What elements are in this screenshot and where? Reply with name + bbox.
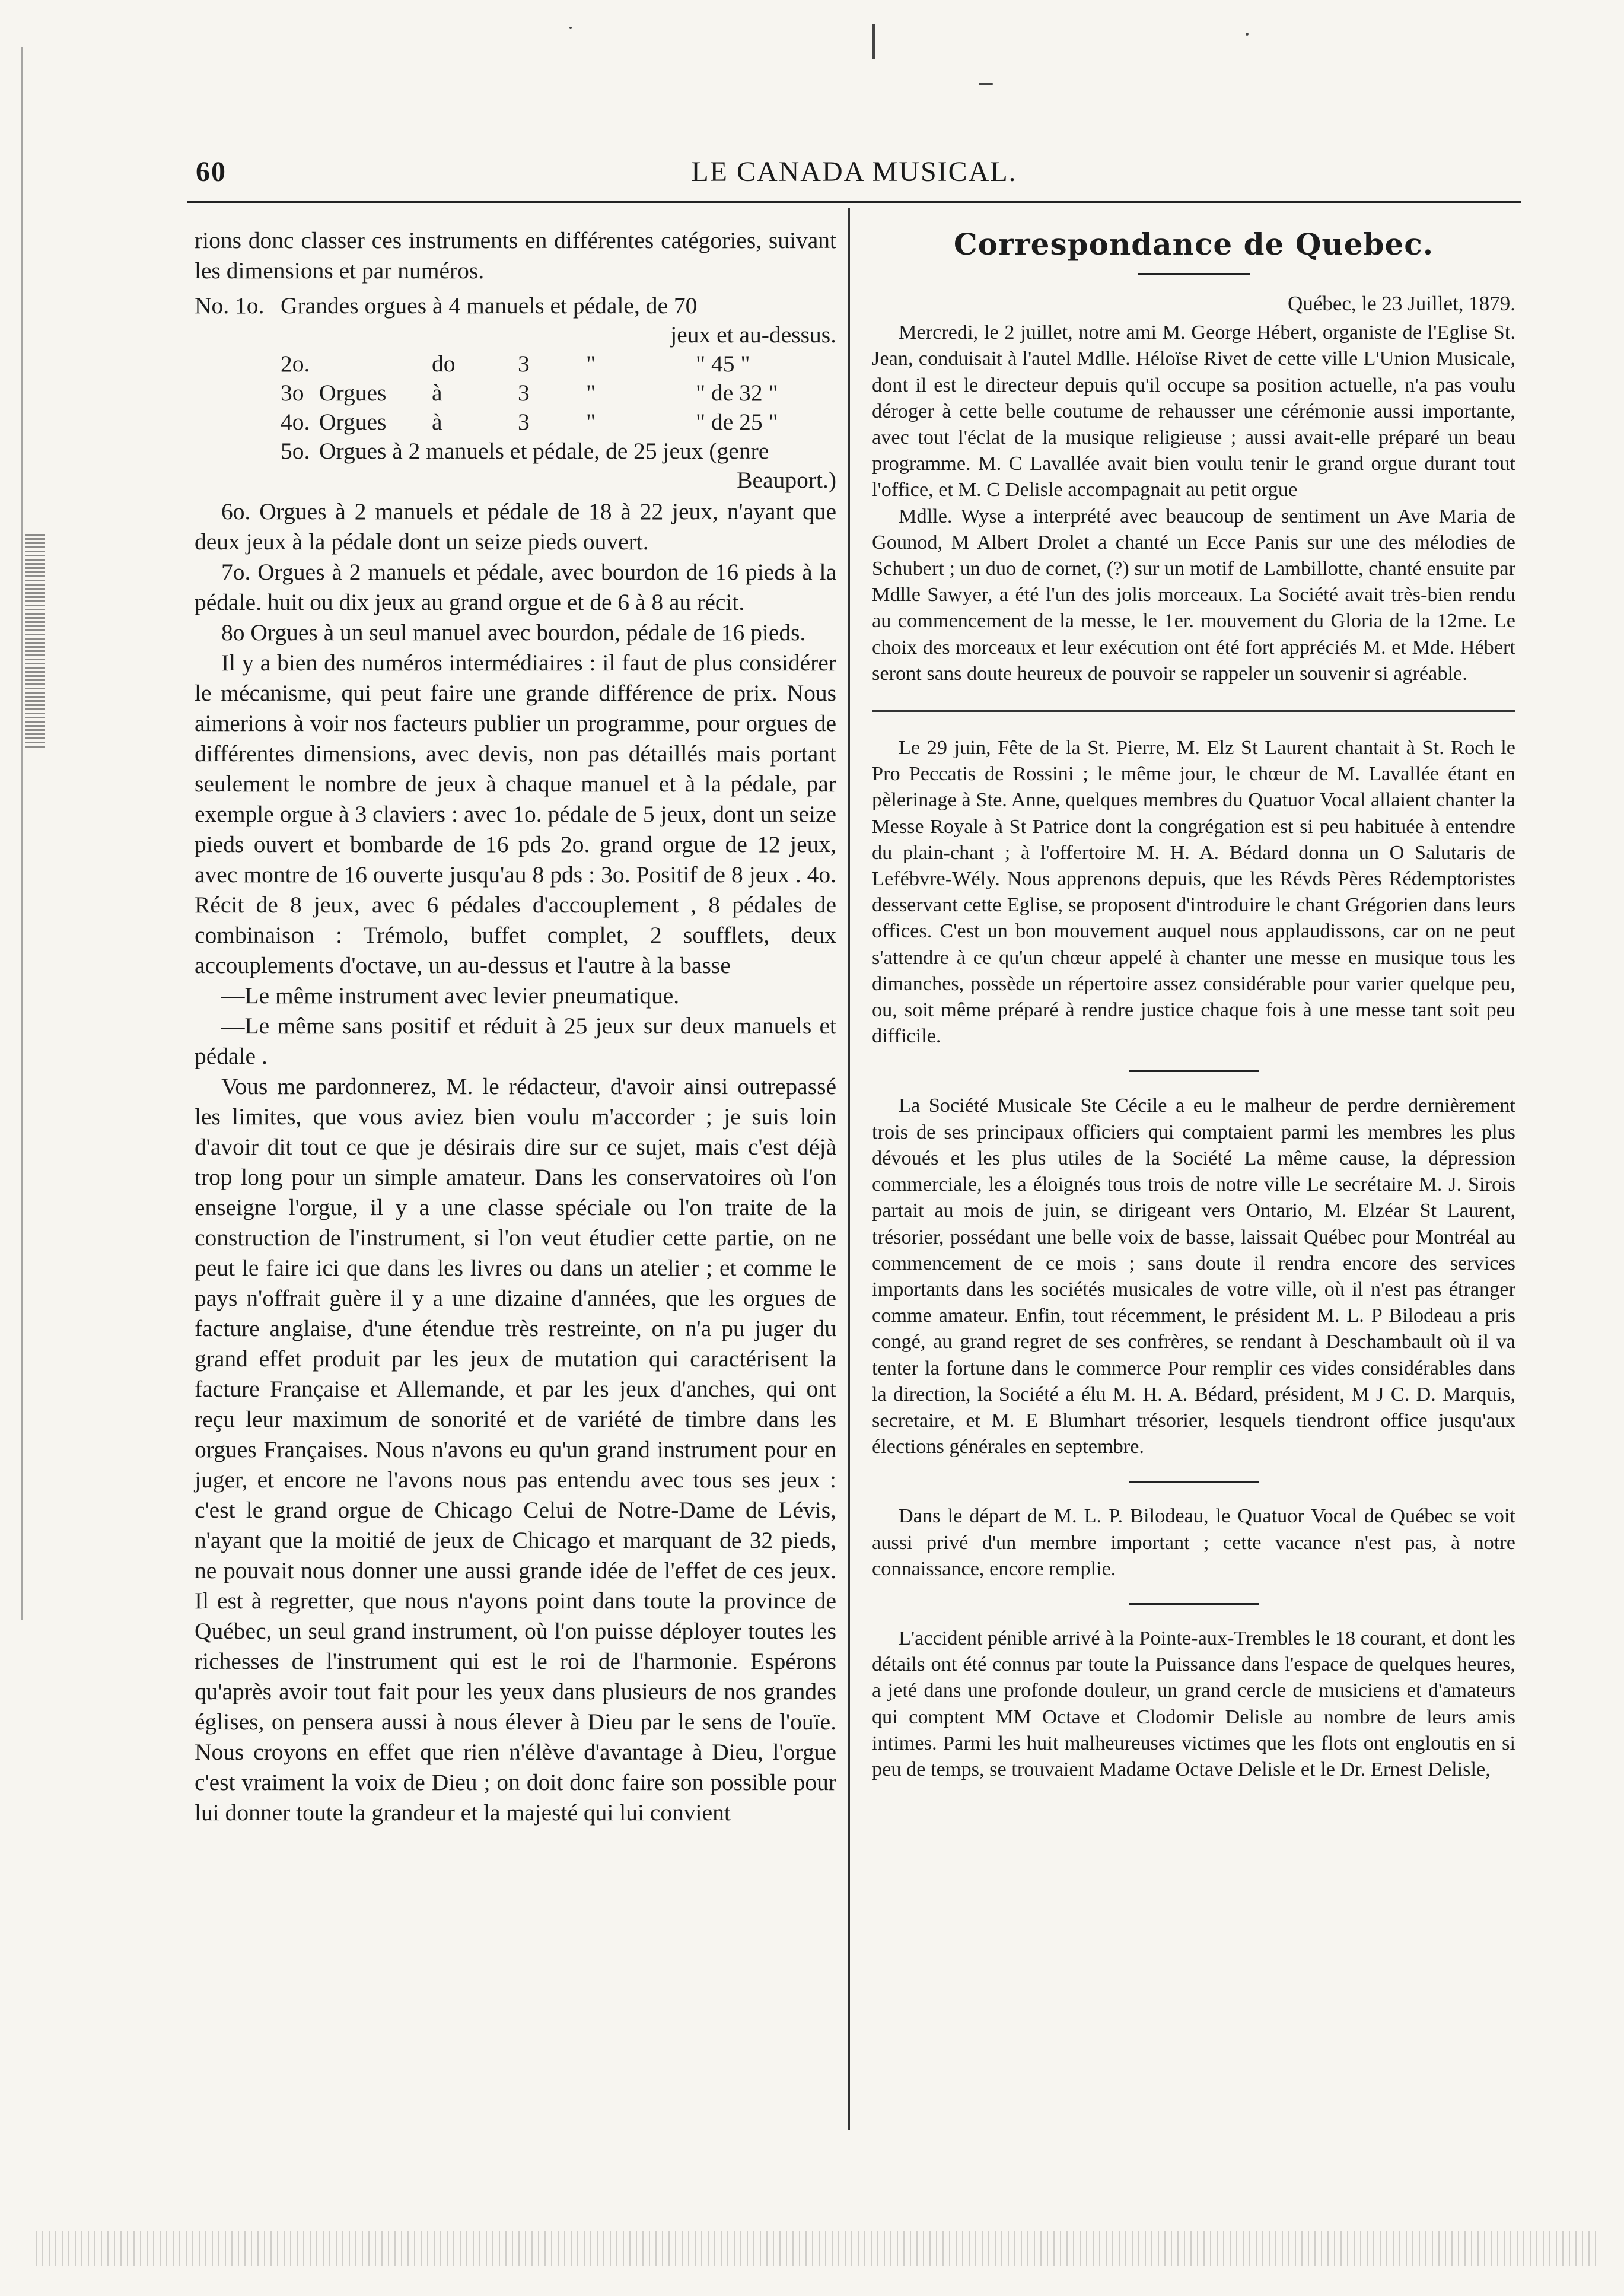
item-manuals: 3	[518, 380, 530, 406]
item-stops: " 45 "	[696, 351, 750, 377]
item-number: 2o.	[281, 351, 310, 377]
item-number: 5o.	[281, 438, 310, 464]
reduced-instrument-line: —Le même sans positif et réduit à 25 jeux sur deux manuels et pédale .	[195, 1013, 836, 1069]
item-stops: " de 32 "	[696, 380, 778, 406]
organ-category-5	[195, 436, 836, 465]
scan-speck	[569, 27, 572, 29]
scan-speck	[872, 24, 875, 59]
category-8-paragraph: 8o Orgues à un seul manuel avec bourdon, pédale de 16 pieds.	[221, 619, 806, 645]
page-number: 60	[196, 156, 227, 187]
organ-category-4	[195, 407, 836, 436]
item-text: à	[432, 409, 442, 435]
section-separator	[1129, 1603, 1259, 1605]
quatuor-paragraph: Dans le départ de M. L. P. Bilodeau, le Quatuor Vocal de Québec se voit aussi privé d'un membre important ; cette vacance n'est pas, à notre connaissance, encore remplie.	[872, 1505, 1515, 1580]
right-column	[872, 225, 1515, 1782]
ste-cecile-paragraph: La Société Musicale Ste Cécile a eu le malheur de perdre dernièrement trois de ses principaux officiers qui comptaient parmi les membres les plus dévoués et les plus utiles de la Société La même cause, la dépression commerciale, les a éloignés tous trois de notre ville Le secrétaire M. J. Sirois partait au mois de juin, se dirigeant vers Ontario, M. Elzéar St Laurent, trésorier, possédant une belle voix de basse, laissait Québec pour Montréal au commencement de ce mois ; sans doute il rendra encore des services importants dans les sociétés musicales de votre ville, où il n'est pas étranger comme amateur. Enfin, tout récemment, le président M. L. P Bilodeau a pris congé, au grand regret de ses confrères, se rendant à Deschambault où il va tenter la fortune dans le commerce Pour remplir ces vides considérables dans la direction, la Société a élu M. H. A. Bédard, président, M J C. D. Marquis, secretaire, et M. E Blumhart trésorier, lesquels tiendront office jusqu'aux élections générales en septembre.	[872, 1094, 1515, 1458]
item-number: No. 1o.	[195, 292, 265, 319]
item-continuation: Beauport.)	[737, 467, 836, 493]
item-ditto: do	[432, 351, 456, 377]
section-separator	[872, 710, 1515, 712]
category-6-paragraph: 6o. Orgues à 2 manuels et pédale de 18 à 22 jeux, n'ayant que deux jeux à la pédale dont un seize pieds ouvert.	[195, 498, 836, 555]
item-stops: " de 25 "	[696, 409, 778, 435]
organ-category-2	[195, 349, 836, 378]
organ-category-1-cont	[195, 320, 836, 349]
organ-category-1	[195, 291, 836, 320]
publication-title: LE CANADA MUSICAL.	[691, 156, 1017, 187]
program-paragraph: Mdlle. Wyse a interprété avec beaucoup de sentiment un Ave Maria de Gounod, M Albert Drolet a chanté un Ecce Panis sur une des mélodies de Schubert ; un duo de cornet, (?) sur un motif de Lambillotte, chanté ensuite par Mdlle Sawyer, a été l'un des jolis morceaux. La Société avait très-bien rendu au commencement de la messe, le 1er. mouvement du Gloria de la 12me. Le choix des morceaux et leur exécution ont été fort appréciés M. et Mde. Hébert seront sans doute heureux de pouvoir se rappeler un souvenir si agréable.	[872, 504, 1515, 685]
item-continuation: jeux et au-dessus.	[670, 322, 836, 348]
organ-category-5-cont	[195, 465, 836, 494]
organ-category-list	[195, 291, 836, 494]
st-pierre-paragraph: Le 29 juin, Fête de la St. Pierre, M. Elz St Laurent chantait à St. Roch le Pro Peccatis de Rossini ; le même jour, le chœur de M. Lavallée étant en pèlerinage à Ste. Anne, quelques membres du Quatuor Vocal allaient chanter la Messe Royale à St Patrice dont la congrégation est si peu habituée à entendre du plain-chant ; à l'offertoire M. H. A. Bédard donna un O Salutaris de Lefébvre-Wély. Nous apprenons depuis, que les Révds Pères Rédemptoristes desservant cette Eglise, se proposent d'introduire le chant Grégorien dans leurs offices. C'est un bon mouvement auquel nous applaudissons, car on ne peut s'attendre à ce qu'un chœur appelé à chanter une messe en musique tous les dimanches, possède un répertoire assez considérable pour varier quelque peu, ou, soit même préparé à rendre justice chaque fois à une messe tant soit peu difficile.	[872, 736, 1515, 1048]
accident-paragraph: L'accident pénible arrivé à la Pointe-aux-Trembles le 18 courant, et dont les détails ont été connus par toute la Puissance dans l'espace de quelques heures, a jeté dans une profonde douleur, un grand cercle de musiciens et d'amateurs qui comptent MM Octave et Clodomir Delisle au nombre de leurs amis intimes. Parmi les huit malheureuses victimes que les flots ont engloutis en si peu de temps, se trouvaient Madame Octave Delisle et le Dr. Ernest Delisle,	[872, 1626, 1515, 1780]
item-text: Grandes orgues à 4 manuels et pédale, de 70	[281, 292, 698, 319]
item-ditto: "	[586, 409, 596, 435]
closing-paragraph: Vous me pardonnerez, M. le rédacteur, d'avoir ainsi outrepassé les limites, que vous aviez bien voulu m'accorder ; je suis loin d'avoir dit tout ce que je désirais dire sur ce sujet, mais c'est déjà trop long pour un simple amateur. Dans les conservatoires où l'on enseigne l'orgue, il y a une classe spéciale ou l'on traite de la construction de l'instrument, si l'on veut étudier cette partie, on ne peut le faire ici que dans les livres ou dans un atelier ; et comme le pays n'offrait guère il y a une dizaine d'années, que les orgues de facture anglaise, d'une étendue très restreinte, on n'a pu juger du grand effet produit par les jeux de mutation qui caractérisent la facture Française et Allemande, et par les jeux d'anches, qui ont reçu leur maximum de sonorité et de variété de timbre dans les orgues Françaises. Nous n'avons eu qu'un grand instrument pour en juger, et encore ne l'avons nous pas entendu avec tous ses jeux : c'est le grand orgue de Chicago Celui de Notre-Dame de Lévis, n'ayant que la moitié de jeux de Chicago et marquant de 32 pieds, ne pouvait nous donner une aussi grande idée de l'effet de ces jeux. Il est à regretter, que nous n'ayons point dans toute la province de Québec, un seul grand instrument, où l'on puisse déployer toutes les richesses de l'instrument qui est le roi de l'harmonie. Espérons qu'après avoir tout fait pour les yeux dans plusieurs de nos grandes églises, on pensera aussi à nous élever à Dieu par le sens de l'ouïe. Nous croyons en effet que rien n'élève d'avantage à Dieu, l'orgue c'est vraiment la voix de Dieu ; on doit donc faire son possible pour lui donner toute la grandeur et la majesté qui lui convient	[195, 1073, 836, 1826]
organ-category-3	[195, 378, 836, 407]
item-manuals: 3	[518, 351, 530, 377]
item-manuals: 3	[518, 409, 530, 435]
wedding-paragraph: Mercredi, le 2 juillet, notre ami M. George Hébert, organiste de l'Eglise St. Jean, conduisait à l'autel Mdlle. Héloïse Rivet de cette ville L'Union Musicale, dont il est le directeur depuis qu'il occupe sa position actuelle, n'a pas voulu déroger à cette belle coutume de rehausser une cérémonie aussi importante, avec tout l'éclat de la musique religieuse ; aussi avait-elle préparé un beau programme. M. C Lavallée avait bien voulu tenir le grand orgue durant tout l'office, et M. C Delisle accompagnait au petit orgue	[872, 321, 1515, 501]
item-text: Orgues	[319, 380, 387, 406]
item-number: 4o.	[281, 409, 310, 435]
section-separator	[1129, 1070, 1259, 1072]
item-ditto: "	[586, 380, 596, 406]
heading-rule	[1138, 273, 1250, 275]
pneumatic-lever-line: —Le même instrument avec levier pneumatique.	[221, 982, 680, 1009]
item-text: Orgues à 2 manuels et pédale, de 25 jeux (genre	[319, 438, 769, 464]
column-divider	[848, 208, 850, 2130]
category-7-paragraph: 7o. Orgues à 2 manuels et pédale, avec bourdon de 16 pieds à la pédale. huit ou dix jeux au grand orgue et de 6 à 8 au récit.	[195, 559, 836, 615]
section-separator	[1129, 1481, 1259, 1483]
dateline: Québec, le 23 Juillet, 1879.	[1288, 292, 1515, 315]
intermediate-numbers-paragraph: Il y a bien des numéros intermédiaires : il faut de plus considérer le mécanisme, qui peut faire une grande différence de prix. Nous aimerions à voir nos facteurs publier un programme, pour orgues de différentes dimensions, avec devis, non pas détaillés mais portant seulement le nombre de jeux à chaque manuel et à la pédale, par exemple orgue à 3 claviers : avec 1o. pédale de 5 jeux, dont un seize pieds ouvert et bombarde de 16 pds 2o. grand orgue de 12 jeux, avec montre de 16 ouverte jusqu'au 8 pds : 3o. Positif de 8 jeux . 4o. Récit de 8 jeux, avec 6 pédales d'accouplement , 8 pédales de combinaison : Trémolo, buffet complet, 2 soufflets, deux accouplements d'octave, un au-dessus et l'autre à la basse	[195, 650, 836, 978]
running-head	[196, 155, 1512, 191]
scan-speck	[979, 83, 993, 85]
item-number: 3o	[281, 380, 304, 406]
left-column	[195, 225, 836, 1828]
item-ditto: "	[586, 351, 596, 377]
scan-margin-line	[21, 47, 23, 1620]
scan-bottom-noise	[36, 2231, 1601, 2266]
item-text: à	[432, 380, 442, 406]
scan-binding-artifact	[25, 534, 45, 748]
scan-speck	[1246, 33, 1249, 36]
intro-paragraph: rions donc classer ces instruments en différentes catégories, suivant les dimensions et par numéros.	[195, 227, 836, 284]
section-heading: Correspondance de Quebec.	[953, 227, 1434, 262]
header-rule	[187, 201, 1521, 203]
item-text: Orgues	[319, 409, 387, 435]
